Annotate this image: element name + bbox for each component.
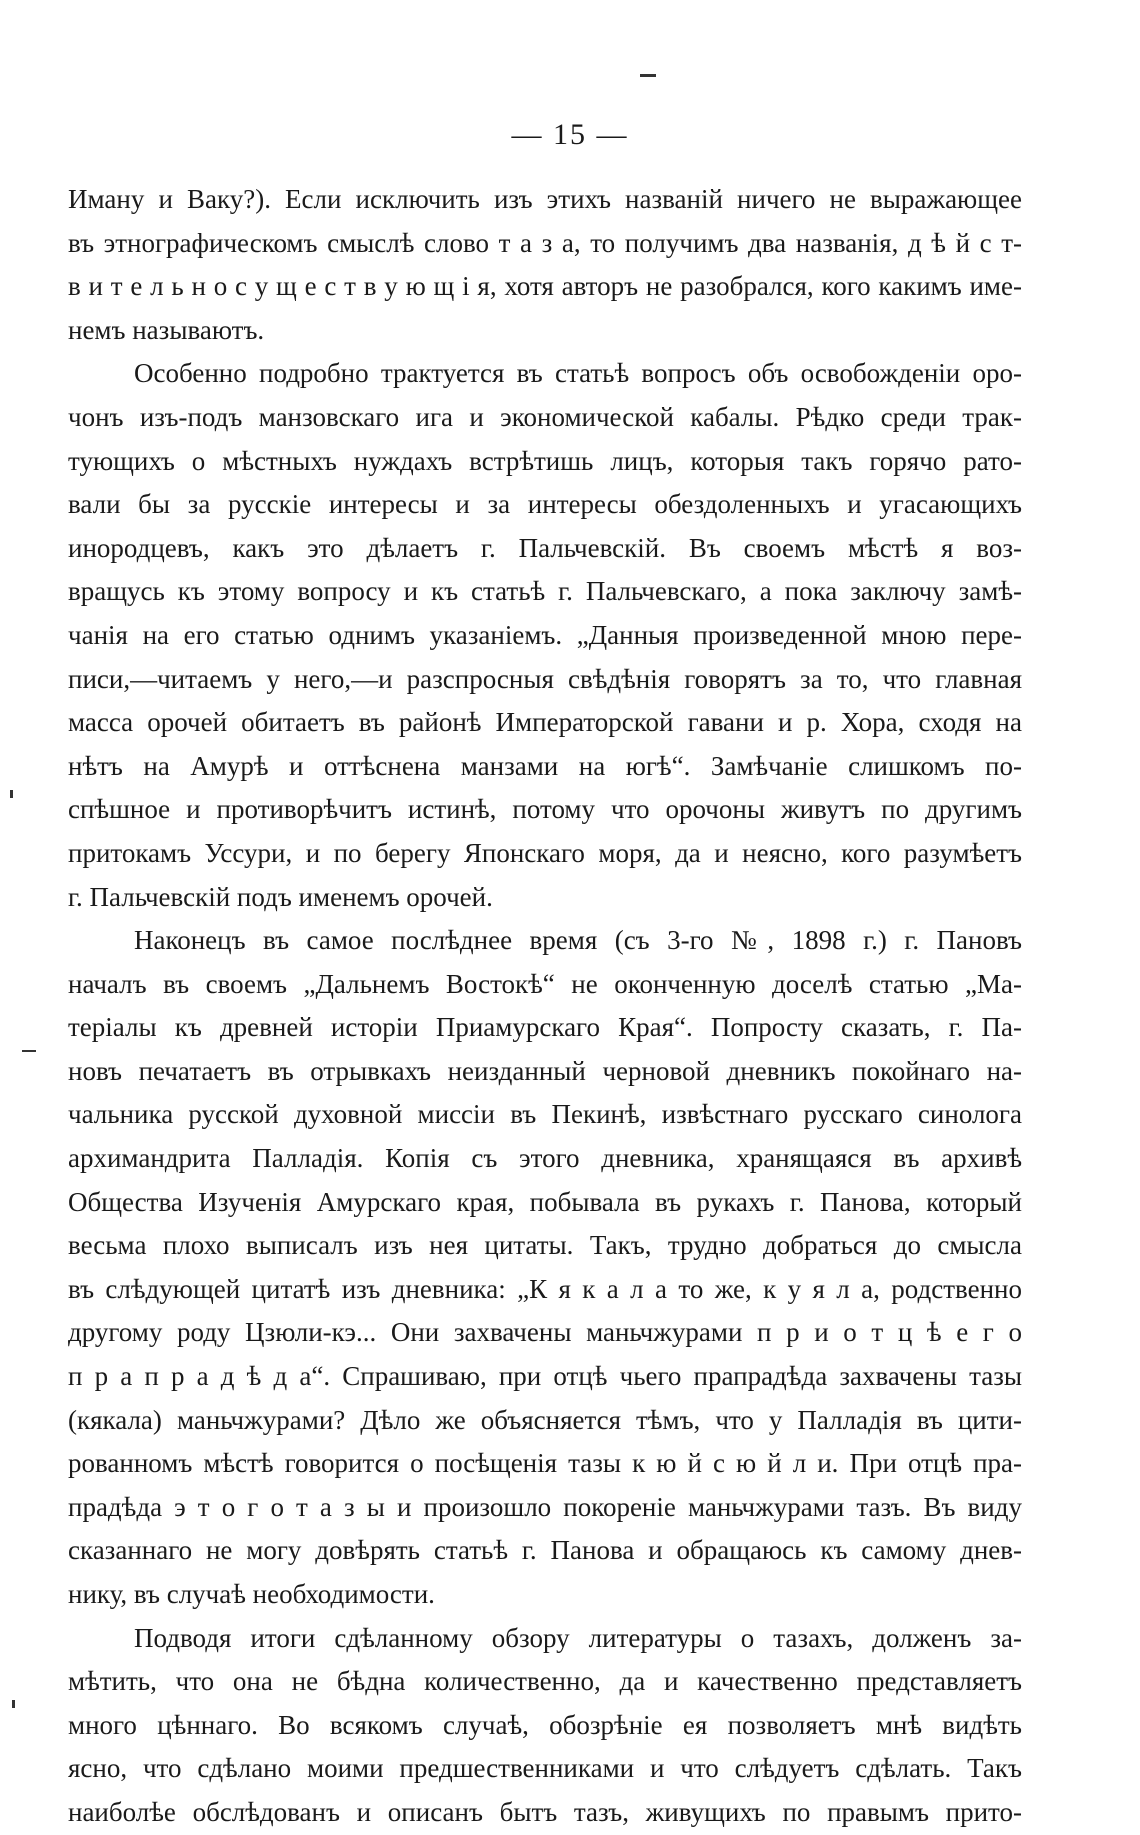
text-line: въ слѣдующей цитатѣ изъ дневника: „К я к а л а то же, к у я л а, родственно — [68, 1273, 1022, 1304]
scan-speck — [640, 74, 656, 77]
text-line: Общества Изученія Амурскаго края, побывала въ рукахъ г. Панова, который — [68, 1186, 1022, 1217]
text-line: другому роду Цзюли-кэ... Они захвачены маньчжурами п р и о т ц ѣ е г о — [68, 1317, 1022, 1348]
text-line: началъ въ своемъ „Дальнемъ Востокѣ“ не оконченную доселѣ статью „Ма- — [68, 968, 1022, 999]
text-line: Наконецъ въ самое послѣднее время (съ 3-го №, 1898 г.) г. Пановъ — [134, 925, 1022, 956]
text-line: весьма плохо выписалъ изъ нея цитаты. Такъ, трудно добраться до смысла — [68, 1230, 1022, 1261]
text-line: вращусь къ этому вопросу и къ статьѣ г. Пальчевскаго, а пока заключу замѣ- — [68, 576, 1022, 607]
text-line: (кякала) маньчжурами? Дѣло же объясняется тѣмъ, что у Палладія въ цити- — [68, 1404, 1022, 1435]
text-line: въ этнографическомъ смыслѣ слово т а з а, то получимъ два названія, д ѣ й с т- — [68, 227, 1022, 258]
text-line: спѣшное и противорѣчитъ истинѣ, потому что орочоны живутъ по другимъ — [68, 794, 1022, 825]
text-line: в и т е л ь н о с у щ е с т в у ю щ і я, хотя авторъ не разобрался, кого какимъ име- — [68, 271, 1022, 302]
text-line: притокамъ Уссури, и по берегу Японскаго моря, да и неясно, кого разумѣетъ — [68, 837, 1022, 868]
text-line: нику, въ случаѣ необходимости. — [68, 1579, 435, 1609]
text-line: немъ называютъ. — [68, 314, 265, 345]
scan-speck — [22, 1050, 36, 1052]
text-line: теріалы къ древней исторіи Приамурскаго Края“. Попросту сказать, г. Па- — [68, 1012, 1022, 1043]
scan-speck — [12, 1700, 15, 1708]
text-line: чанія на его статью однимъ указаніемъ. „Данныя произведенной мною пере- — [68, 619, 1022, 650]
body-text — [68, 178, 1022, 1835]
page-number: — 15 — — [511, 118, 629, 151]
text-line: чальника русской духовной миссіи въ Пекинѣ, извѣстнаго русскаго синолога — [68, 1099, 1022, 1130]
text-line: рованномъ мѣстѣ говорится о посѣщенія тазы к ю й с ю й л и. При отцѣ пра- — [68, 1448, 1022, 1479]
text-line: Иману и Ваку?). Если исключить изъ этихъ названій ничего не выражающее — [68, 184, 1022, 214]
text-line: архимандрита Палладія. Копія съ этого дневника, хранящаяся въ архивѣ — [68, 1143, 1022, 1174]
text-line: писи,—читаемъ у него,—и разспросныя свѣдѣнія говорятъ за то, что главная — [68, 663, 1022, 694]
text-line: тующихъ о мѣстныхъ нуждахъ встрѣтишь лицъ, которыя такъ горячо рато- — [68, 445, 1022, 476]
text-line: масса орочей обитаетъ въ районѣ Императорской гавани и р. Хора, сходя на — [68, 707, 1022, 738]
text-line: ясно, что сдѣлано моими предшественниками и что слѣдуетъ сдѣлать. Такъ — [68, 1753, 1022, 1784]
text-line: прадѣда э т о г о т а з ы и произошло покореніе маньчжурами тазъ. Въ виду — [68, 1491, 1022, 1522]
scan-speck — [10, 790, 13, 798]
text-line: инородцевъ, какъ это дѣлаетъ г. Пальчевскій. Въ своемъ мѣстѣ я воз- — [68, 532, 1022, 563]
text-line: много цѣннаго. Во всякомъ случаѣ, обозрѣніе ея позволяетъ мнѣ видѣть — [68, 1709, 1022, 1740]
text-line: Особенно подробно трактуется въ статьѣ вопросъ объ освобожденіи оро- — [134, 358, 1022, 389]
text-line: п р а п р а д ѣ д а“. Спрашиваю, при отцѣ чьего прапрадѣда захвачены тазы — [68, 1361, 1022, 1392]
text-line: Подводя итоги сдѣланному обзору литературы о тазахъ, долженъ за- — [134, 1622, 1022, 1653]
text-line: г. Пальчевскій подъ именемъ орочей. — [68, 881, 493, 912]
text-line: мѣтить, что она не бѣдна количественно, да и качественно представляетъ — [68, 1666, 1022, 1697]
text-line: нѣтъ на Амурѣ и оттѣснена манзами на югѣ“. Замѣчаніе слишкомъ по- — [68, 750, 1022, 781]
text-line: наиболѣе обслѣдованъ и описанъ бытъ тазъ, живущихъ по правымъ прито- — [68, 1796, 1022, 1827]
text-line: новъ печатаетъ въ отрывкахъ неизданный черновой дневникъ покойнаго на- — [68, 1055, 1022, 1086]
text-line: сказаннаго не могу довѣрять статьѣ г. Панова и обращаюсь къ самому днев- — [68, 1535, 1022, 1566]
text-line: чонъ изъ-подъ манзовскаго ига и экономической кабалы. Рѣдко среди трак- — [68, 401, 1022, 432]
text-line: вали бы за русскіе интересы и за интересы обездоленныхъ и угасающихъ — [68, 489, 1022, 520]
